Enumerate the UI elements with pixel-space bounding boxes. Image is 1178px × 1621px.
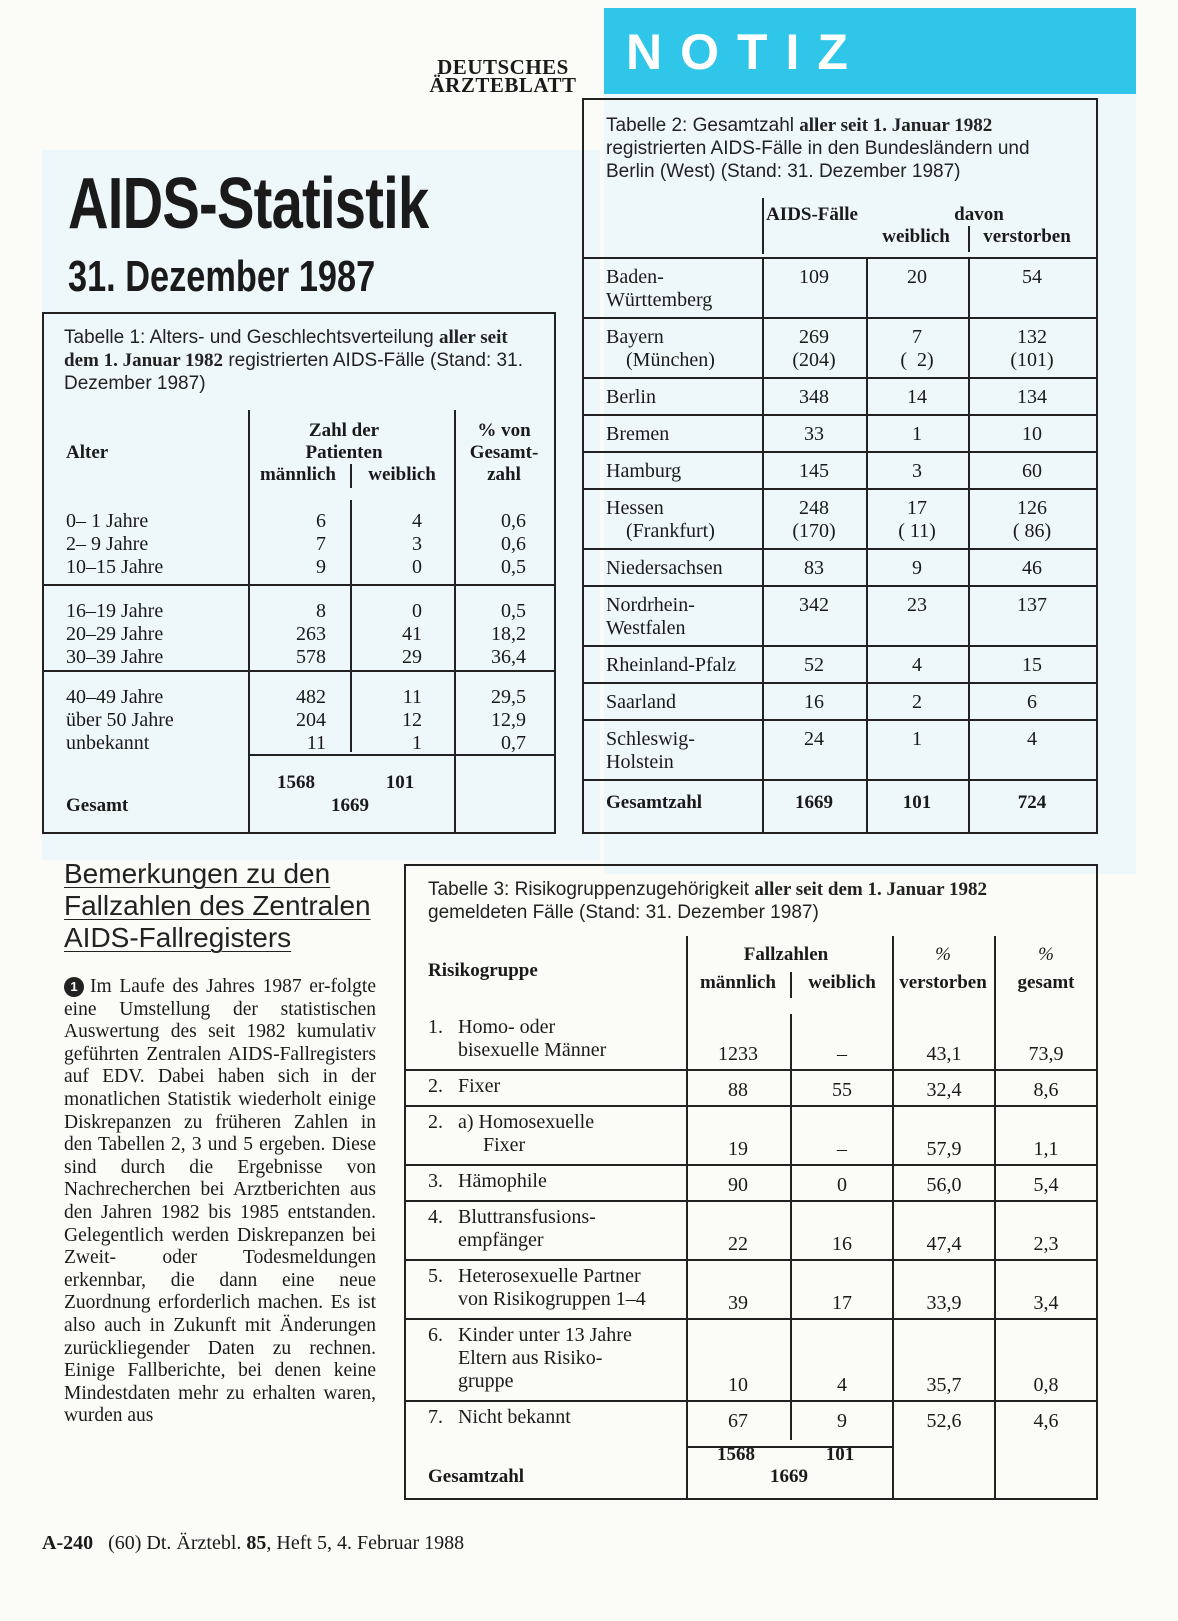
total-female: 101 xyxy=(902,792,932,813)
row-separator xyxy=(584,451,1096,453)
deceased-cases: 6 xyxy=(1027,691,1037,713)
row-separator xyxy=(584,488,1096,490)
row-separator xyxy=(584,719,1096,721)
percent-total: 2,3 xyxy=(1033,1233,1059,1255)
state-name: Rheinland-Pfalz xyxy=(606,654,736,676)
column-separator xyxy=(968,415,970,452)
risk-group: Hämophile xyxy=(458,1170,547,1192)
count-female: 17 xyxy=(832,1292,852,1314)
count-male: 88 xyxy=(728,1079,748,1101)
column-separator xyxy=(762,586,764,646)
age-label: 20–29 Jahre xyxy=(66,623,164,645)
total-label: Gesamtzahl xyxy=(428,1466,525,1487)
header-maennlich: männlich xyxy=(699,972,777,993)
body-paragraph xyxy=(64,976,376,1428)
table-age-sex xyxy=(42,312,556,834)
count-female: 4 xyxy=(412,510,422,532)
header-prozent: % von Gesamt-zahl xyxy=(469,420,539,485)
column-separator xyxy=(790,1014,792,1073)
table1-caption xyxy=(64,326,534,395)
caption-bold: aller seit 1. Januar 1982 xyxy=(799,115,993,136)
count-female: 0 xyxy=(412,556,422,578)
total-sum: 1669 xyxy=(770,1466,808,1487)
column-separator xyxy=(866,646,868,683)
masthead-line2: ÄRZTEBLATT xyxy=(429,73,577,97)
risk-group: Heterosexuelle Partner von Risikogruppen 1–4 xyxy=(458,1265,646,1310)
column-separator xyxy=(762,452,764,489)
percent-total: 0,5 xyxy=(501,600,526,622)
caption-text: registrierten AIDS-Fälle in den Bundesländern und Berlin (West) (Stand: 31. Dezember 1987) xyxy=(606,138,1030,182)
total-sum: 1669 xyxy=(331,795,369,816)
deceased-cases: 137 xyxy=(1017,594,1047,616)
age-label: 40–49 Jahre xyxy=(66,686,164,708)
header-fallzahlen: Fallzahlen xyxy=(743,944,829,965)
total-weiblich: 101 xyxy=(385,772,415,793)
state-name: Nordrhein- Westfalen xyxy=(606,594,695,639)
row-number: 6. xyxy=(428,1324,443,1346)
deceased-cases: 134 xyxy=(1017,386,1047,408)
column-separator xyxy=(790,1263,792,1322)
header-maennlich: männlich xyxy=(259,464,337,485)
caption-text: Tabelle 2: Gesamtzahl xyxy=(606,115,800,136)
column-separator xyxy=(762,489,764,549)
percent-deceased: 57,9 xyxy=(926,1138,962,1160)
masthead xyxy=(418,55,588,97)
count-male: 22 xyxy=(728,1233,748,1255)
column-separator xyxy=(866,586,868,646)
percent-deceased: 56,0 xyxy=(926,1174,962,1196)
count-female: 55 xyxy=(832,1079,852,1101)
count-male: 10 xyxy=(728,1374,748,1396)
percent-total: 0,5 xyxy=(501,556,526,578)
deceased-cases: 4 xyxy=(1027,728,1037,750)
column-separator xyxy=(968,549,970,586)
count-male: 263 xyxy=(296,623,326,645)
total-aids: 1669 xyxy=(795,792,833,813)
header-weiblich: weiblich xyxy=(808,972,876,993)
state-name: Hessen (Frankfurt) xyxy=(606,497,715,542)
header-weiblich: weiblich xyxy=(882,226,950,247)
percent-deceased: 32,4 xyxy=(926,1079,962,1101)
row-separator xyxy=(584,682,1096,684)
row-number: 4. xyxy=(428,1206,443,1228)
column-separator xyxy=(790,1204,792,1263)
percent-total: 0,7 xyxy=(501,732,526,754)
row-number: 5. xyxy=(428,1265,443,1287)
column-separator xyxy=(968,258,970,318)
row-separator xyxy=(406,1164,1096,1166)
column-separator xyxy=(790,1073,792,1109)
age-label: 16–19 Jahre xyxy=(66,600,164,622)
column-separator xyxy=(762,318,764,378)
percent-total: 4,6 xyxy=(1033,1410,1059,1432)
count-female: 11 xyxy=(402,686,422,708)
row-separator xyxy=(406,1200,1096,1202)
risk-group: Bluttransfusions- empfänger xyxy=(458,1206,596,1251)
table-bundeslaender xyxy=(582,98,1098,834)
column-separator xyxy=(968,683,970,720)
percent-total: 3,4 xyxy=(1033,1292,1059,1314)
column-separator xyxy=(866,378,868,415)
aids-cases: 145 xyxy=(799,460,829,482)
masthead-line1: DEUTSCHES xyxy=(437,55,569,79)
count-female: 0 xyxy=(837,1174,847,1196)
body-text: Im Laufe des Jahres 1987 er-folgte eine Umstellung der statistischen Auswertung des seit 1982 kumulativ geführten Zentralen AIDS-Fallregisters auf EDV. Dabei haben sich in der monatlichen Statistik wiederholt einige Diskrepanzen zu früheren Zahlen in den Tabellen 2, 3 und 5 ergeben. Diese sind durch die Ergebnisse von Nachrecherchen bei Arztberichten aus den Jahren 1982 bis 1985 entstanden. Gelegentlich werden Diskrepanzen bei Zweit- oder Todesmeldungen erkennbar, die dann eine neue Zuordnung erforderlich machen. Es ist also auch in Zukunft mit Änderungen zurückliegender Daten zu rechnen. Einige Fallberichte, bei denen keine Mindestdaten mehr zu erhalten waren, wurden aus xyxy=(64,976,376,1427)
deceased-cases: 126 ( 86) xyxy=(1012,497,1052,542)
count-male: 6 xyxy=(316,510,326,532)
count-female: – xyxy=(837,1043,847,1065)
header-aids: AIDS-Fälle xyxy=(766,204,858,225)
count-female: 16 xyxy=(832,1233,852,1255)
heading-text: Bemerkungen zu den Fallzahlen des Zentralen AIDS-Fallregisters xyxy=(64,858,371,953)
caption-bold: aller seit dem 1. Januar 1982 xyxy=(754,879,987,900)
state-name: Bremen xyxy=(606,423,670,445)
column-separator xyxy=(866,489,868,549)
row-separator xyxy=(584,548,1096,550)
row-number: 7. xyxy=(428,1406,443,1428)
count-female: 3 xyxy=(412,533,422,555)
count-female: 29 xyxy=(402,646,422,668)
column-separator xyxy=(968,318,970,378)
female-cases: 23 xyxy=(907,594,927,616)
aids-cases: 269 (204) xyxy=(792,326,836,371)
aids-cases: 24 xyxy=(804,728,824,750)
state-name: Schleswig- Holstein xyxy=(606,728,695,773)
column-separator xyxy=(762,720,764,780)
header-pct2: % xyxy=(1038,944,1054,965)
female-cases: 1 xyxy=(912,728,922,750)
total-weiblich: 101 xyxy=(825,1444,855,1465)
count-female: 4 xyxy=(837,1374,847,1396)
column-separator xyxy=(866,720,868,780)
aids-cases: 342 xyxy=(799,594,829,616)
column-separator xyxy=(762,258,764,318)
column-separator xyxy=(866,318,868,378)
aids-cases: 52 xyxy=(804,654,824,676)
female-cases: 9 xyxy=(912,557,922,579)
column-separator xyxy=(968,646,970,683)
column-separator xyxy=(762,683,764,720)
column-separator xyxy=(968,489,970,549)
age-label: über 50 Jahre xyxy=(66,709,174,731)
header-zahl: Zahl der Patienten xyxy=(305,420,383,463)
risk-group: a) Homosexuelle Fixer xyxy=(458,1111,595,1156)
aids-cases: 33 xyxy=(804,423,824,445)
risk-group: Homo- oder bisexuelle Männer xyxy=(458,1016,607,1061)
header-pct1: % xyxy=(935,944,951,965)
count-male: 39 xyxy=(728,1292,748,1314)
row-separator xyxy=(406,1400,1096,1402)
row-separator xyxy=(584,414,1096,416)
deceased-cases: 60 xyxy=(1022,460,1042,482)
count-male: 204 xyxy=(296,709,326,731)
page-footer xyxy=(42,1532,464,1555)
row-number: 2. xyxy=(428,1075,443,1097)
column-separator xyxy=(968,720,970,780)
deceased-cases: 132 (101) xyxy=(1010,326,1054,371)
count-male: 482 xyxy=(296,686,326,708)
caption-bold: aller seit dem 1. Januar 1982 xyxy=(64,327,508,371)
percent-total: 18,2 xyxy=(491,623,526,645)
aids-cases: 348 xyxy=(799,386,829,408)
header-risiko: Risikogruppe xyxy=(428,960,538,981)
age-label: 10–15 Jahre xyxy=(66,556,164,578)
count-male: 90 xyxy=(728,1174,748,1196)
caption-text: registrierten AIDS-Fälle (Stand: 31. Dezember 1987) xyxy=(64,350,523,394)
female-cases: 17 ( 11) xyxy=(898,497,936,542)
count-male: 9 xyxy=(316,556,326,578)
column-separator xyxy=(866,258,868,318)
row-separator xyxy=(406,1069,1096,1071)
count-male: 7 xyxy=(316,533,326,555)
percent-total: 29,5 xyxy=(491,686,526,708)
notiz-label: NOTIZ xyxy=(626,24,866,80)
state-name: Niedersachsen xyxy=(606,557,723,579)
female-cases: 7 ( 2) xyxy=(900,326,934,371)
percent-total: 0,6 xyxy=(501,533,526,555)
column-separator xyxy=(762,549,764,586)
female-cases: 20 xyxy=(907,266,927,288)
row-separator xyxy=(584,377,1096,379)
count-female: 12 xyxy=(402,709,422,731)
footer-text: , Heft 5, 4. Februar 1988 xyxy=(266,1532,465,1554)
bullet-number: 1 xyxy=(64,977,84,997)
deceased-cases: 15 xyxy=(1022,654,1042,676)
aids-cases: 83 xyxy=(804,557,824,579)
total-label: Gesamt xyxy=(66,795,129,816)
column-separator xyxy=(866,549,868,586)
column-separator xyxy=(790,1109,792,1168)
risk-group: Nicht bekannt xyxy=(458,1406,571,1428)
count-male: 67 xyxy=(728,1410,748,1432)
aids-cases: 16 xyxy=(804,691,824,713)
percent-deceased: 47,4 xyxy=(926,1233,962,1255)
count-female: 0 xyxy=(412,600,422,622)
row-separator xyxy=(584,317,1096,319)
female-cases: 4 xyxy=(912,654,922,676)
header-verstorben: verstorben xyxy=(899,972,987,993)
deceased-cases: 46 xyxy=(1022,557,1042,579)
page-number: A-240 xyxy=(42,1532,94,1554)
percent-total: 12,9 xyxy=(491,709,526,731)
age-label: 0– 1 Jahre xyxy=(66,510,149,532)
header-gesamt: gesamt xyxy=(1017,972,1075,993)
count-female: – xyxy=(837,1138,847,1160)
age-label: 30–39 Jahre xyxy=(66,646,164,668)
footer-text: (60) Dt. Ärztebl. xyxy=(108,1532,247,1554)
column-separator xyxy=(790,1322,792,1404)
percent-deceased: 35,7 xyxy=(926,1374,962,1396)
column-separator xyxy=(790,1404,792,1440)
count-female: 9 xyxy=(837,1410,847,1432)
page-title: AIDS-Statistik xyxy=(68,164,429,244)
column-separator xyxy=(866,452,868,489)
total-deceased: 724 xyxy=(1017,792,1047,813)
percent-deceased: 43,1 xyxy=(926,1043,962,1065)
caption-text: Tabelle 3: Risikogruppenzugehörigkeit xyxy=(428,879,755,900)
age-label: 2– 9 Jahre xyxy=(66,533,149,555)
column-separator xyxy=(968,586,970,646)
age-label: unbekannt xyxy=(66,732,150,754)
percent-total: 1,1 xyxy=(1033,1138,1059,1160)
table2-caption xyxy=(606,114,1074,183)
aids-cases: 109 xyxy=(799,266,829,288)
total-maennlich: 1568 xyxy=(717,1444,755,1465)
count-male: 8 xyxy=(316,600,326,622)
table-risikogruppen xyxy=(404,864,1098,1500)
female-cases: 3 xyxy=(912,460,922,482)
caption-text: Tabelle 1: Alters- und Geschlechtsverteilung xyxy=(64,327,439,348)
row-separator xyxy=(584,645,1096,647)
state-name: Saarland xyxy=(606,691,676,713)
column-separator xyxy=(866,683,868,720)
column-separator xyxy=(790,1168,792,1204)
state-name: Bayern (München) xyxy=(606,326,715,371)
total-label: Gesamtzahl xyxy=(606,792,703,813)
row-number: 3. xyxy=(428,1170,443,1192)
row-separator xyxy=(584,257,1096,259)
table3-caption xyxy=(428,878,1088,924)
count-female: 41 xyxy=(402,623,422,645)
risk-group: Kinder unter 13 Jahre Eltern aus Risiko- gruppe xyxy=(458,1324,632,1392)
deceased-cases: 10 xyxy=(1022,423,1042,445)
row-separator xyxy=(406,1318,1096,1320)
row-separator xyxy=(406,1259,1096,1261)
row-separator xyxy=(406,1105,1096,1107)
percent-total: 0,6 xyxy=(501,510,526,532)
aids-cases: 248 (170) xyxy=(792,497,836,542)
row-number: 2. xyxy=(428,1111,443,1133)
column-separator xyxy=(866,415,868,452)
percent-total: 5,4 xyxy=(1033,1174,1059,1196)
column-separator xyxy=(762,415,764,452)
column-separator xyxy=(762,378,764,415)
column-separator xyxy=(968,452,970,489)
row-separator xyxy=(584,585,1096,587)
female-cases: 2 xyxy=(912,691,922,713)
percent-total: 73,9 xyxy=(1028,1043,1064,1065)
percent-deceased: 33,9 xyxy=(926,1292,962,1314)
state-name: Baden- Württemberg xyxy=(606,266,713,311)
header-davon: davon xyxy=(954,204,1004,225)
deceased-cases: 54 xyxy=(1022,266,1042,288)
header-verstorben: verstorben xyxy=(983,226,1071,247)
column-separator xyxy=(968,378,970,415)
percent-total: 8,6 xyxy=(1033,1079,1059,1101)
caption-text: gemeldeten Fälle (Stand: 31. Dezember 1987) xyxy=(428,902,819,923)
footer-volume: 85 xyxy=(246,1532,267,1554)
count-male: 11 xyxy=(306,732,326,754)
page-subtitle: 31. Dezember 1987 xyxy=(68,252,376,301)
percent-total: 36,4 xyxy=(491,646,526,668)
count-male: 578 xyxy=(296,646,326,668)
section-heading xyxy=(64,858,384,954)
state-name: Hamburg xyxy=(606,460,682,482)
count-female: 1 xyxy=(412,732,422,754)
count-male: 19 xyxy=(728,1138,748,1160)
column-separator xyxy=(762,646,764,683)
female-cases: 1 xyxy=(912,423,922,445)
row-separator xyxy=(584,779,1096,781)
percent-total: 0,8 xyxy=(1033,1374,1059,1396)
female-cases: 14 xyxy=(907,386,927,408)
header-weiblich: weiblich xyxy=(368,464,436,485)
header-alter: Alter xyxy=(66,442,109,463)
percent-deceased: 52,6 xyxy=(926,1410,962,1432)
total-maennlich: 1568 xyxy=(277,772,315,793)
row-number: 1. xyxy=(428,1016,443,1038)
state-name: Berlin xyxy=(606,386,656,408)
count-male: 1233 xyxy=(718,1043,758,1065)
risk-group: Fixer xyxy=(458,1075,501,1097)
